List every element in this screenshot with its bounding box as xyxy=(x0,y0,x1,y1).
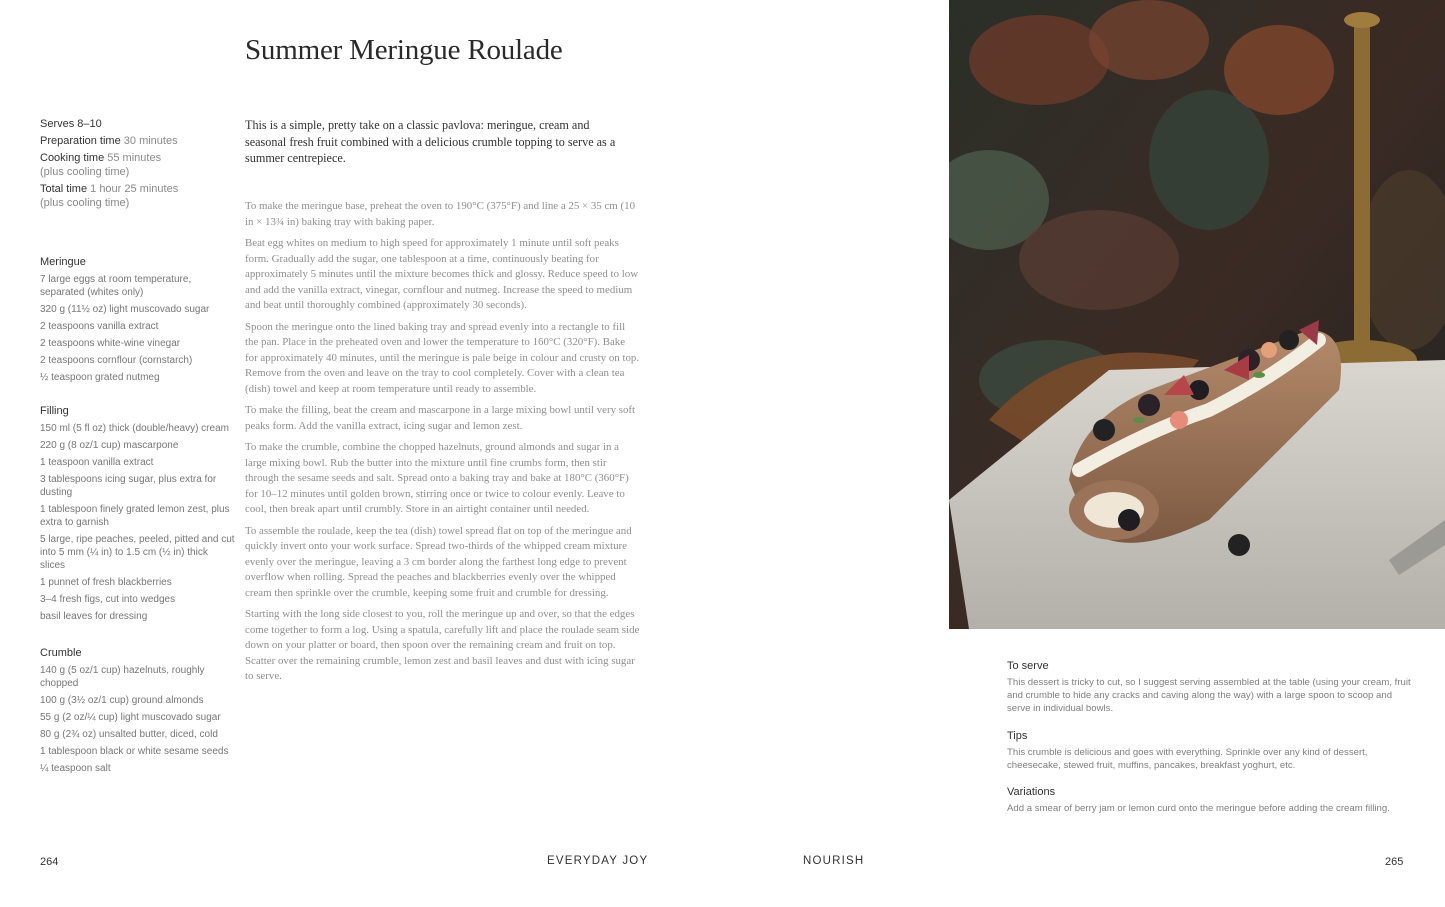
cooking-time: Cooking time 55 minutes (plus cooling time) xyxy=(40,152,162,178)
method-step: To make the filling, beat the cream and mascarpone in a large mixing bowl until very soft peaks form. Add the vanilla extract, icing sugar and lemon zest. xyxy=(245,404,636,432)
meringue-ingredients xyxy=(40,256,235,388)
ingredient: 2 teaspoons cornflour (cornstarch) xyxy=(40,355,193,366)
ingredient: basil leaves for dressing xyxy=(40,611,148,622)
page-number-right: 265 xyxy=(1385,856,1404,868)
crumble-ingredients xyxy=(40,647,235,779)
method-step: To make the meringue base, preheat the oven to 190°C (375°F) and line a 25 × 35 cm (10 in × 13¾ in) baking tray with baking paper. xyxy=(245,200,636,228)
method-step: To make the crumble, combine the chopped hazelnuts, ground almonds and sugar in a large mixing bowl. Rub the butter into the mixture until fine crumbs form, then stir through the sesame seeds and salt. Spread onto a baking tray and bake at 180°C (360°F) for 10–12 minutes until golden brown, stirring once or twice to colour evenly. Leave to cool, then break apart until crumbly. Store in an airtight container until needed. xyxy=(245,441,629,515)
ingredient: 2 teaspoons vanilla extract xyxy=(40,321,159,332)
method-step: Spoon the meringue onto the lined baking tray and spread evenly into a rectangle to fill the pan. Place in the preheated oven and lower the temperature to 160°C (320°F). Bake for approximately 40 minutes, until the meringue is pale beige in colour and crusty on top. Remove from the oven and leave on the tray to cool completely. Cover with a clean tea (dish) towel and keep at room temperature until ready to assemble. xyxy=(245,320,640,395)
ingredient: 3 tablespoons icing sugar, plus extra for dusting xyxy=(40,474,217,498)
ingredient: 2 teaspoons white-wine vinegar xyxy=(40,338,181,349)
ingredient: 150 ml (5 fl oz) thick (double/heavy) cream xyxy=(40,423,229,434)
method-step: Beat egg whites on medium to high speed for approximately 1 minute until soft peaks form. Gradually add the sugar, one tablespoon at a time, continuously beating for approximately 5 minutes until the mixture becomes thick and glossy. Reduce speed to low and add the vanilla extract, vinegar, cornflour and nutmeg. Increase the speed to medium and beat until thoroughly combined (approximately 30 seconds). xyxy=(245,237,639,311)
ingredient: 220 g (8 oz/1 cup) mascarpone xyxy=(40,440,179,451)
filling-heading: Filling xyxy=(40,405,69,417)
method-step: Starting with the long side closest to you, roll the meringue up and over, so that the edges come together to form a log. Using a spatula, carefully lift and place the roulade seam side down on your platter or board, then spoon over the remaining cream and fruit on top. Scatter over the remaining crumble, lemon zest and basil leaves and dust with icing sugar to serve. xyxy=(245,608,640,682)
serves: Serves 8–10 xyxy=(40,118,102,130)
prep-time: Preparation time 30 minutes xyxy=(40,135,178,147)
total-time: Total time 1 hour 25 minutes (plus cooling time) xyxy=(40,183,179,209)
tips-section xyxy=(1007,730,1417,772)
ingredient: 80 g (2¾ oz) unsalted butter, diced, cold xyxy=(40,729,218,740)
running-head-right: NOURISH xyxy=(803,855,865,867)
tips-text: This crumble is delicious and goes with everything. Sprinkle over any kind of dessert, cheesecake, stewed fruit, muffins, pancakes, breakfast yoghurt, etc. xyxy=(1007,747,1368,771)
ingredient: ¼ teaspoon salt xyxy=(40,763,111,774)
recipe-meta xyxy=(40,117,230,213)
variations-heading: Variations xyxy=(1007,786,1056,798)
ingredient: 5 large, ripe peaches, peeled, pitted and cut into 5 mm (¼ in) to 1.5 cm (½ in) thick slices xyxy=(40,534,235,571)
ingredient: 1 tablespoon finely grated lemon zest, plus extra to garnish xyxy=(40,504,230,528)
to-serve-text: This dessert is tricky to cut, so I suggest serving assembled at the table (using your cream, fruit and crumble to hide any cracks and caving along the way) with a large spoon to scoop and serve in individual bowls. xyxy=(1007,677,1411,714)
filling-ingredients xyxy=(40,405,235,627)
ingredient: 1 teaspoon vanilla extract xyxy=(40,457,154,468)
variations-section xyxy=(1007,786,1417,815)
crumble-heading: Crumble xyxy=(40,647,82,659)
to-serve-section xyxy=(1007,660,1417,715)
to-serve-heading: To serve xyxy=(1007,660,1049,672)
ingredient: 140 g (5 oz/1 cup) hazelnuts, roughly chopped xyxy=(40,665,205,689)
page-number-left: 264 xyxy=(40,856,59,868)
tips-heading: Tips xyxy=(1007,730,1028,742)
ingredient: ½ teaspoon grated nutmeg xyxy=(40,372,160,383)
recipe-intro: This is a simple, pretty take on a classic pavlova: meringue, cream and seasonal fresh fruit combined with a delicious crumble topping to serve as a summer centrepiece. xyxy=(245,118,616,165)
ingredient: 7 large eggs at room temperature, separated (whites only) xyxy=(40,274,192,298)
ingredient: 100 g (3½ oz/1 cup) ground almonds xyxy=(40,695,204,706)
method xyxy=(245,199,640,691)
recipe-title: Summer Meringue Roulade xyxy=(245,34,563,66)
meringue-heading: Meringue xyxy=(40,256,86,268)
method-step: To assemble the roulade, keep the tea (dish) towel spread flat on top of the meringue and quickly invert onto your work surface. Spread two-thirds of the whipped cream mixture evenly over the meringue, leaving a 3 cm border along the farthest long edge to prevent overflow when rolling. Spread the peaches and blackberries evenly over the whipped cream then sprinkle over the crumble, keeping some fruit and crumble for dressing. xyxy=(245,524,632,599)
ingredient: 3–4 fresh figs, cut into wedges xyxy=(40,594,176,605)
ingredient: 55 g (2 oz/¼ cup) light muscovado sugar xyxy=(40,712,221,723)
variations-text: Add a smear of berry jam or lemon curd onto the meringue before adding the cream filling. xyxy=(1007,803,1390,814)
ingredient: 1 tablespoon black or white sesame seeds xyxy=(40,746,229,757)
roulade-illustration xyxy=(949,0,1445,629)
ingredient: 1 punnet of fresh blackberries xyxy=(40,577,172,588)
running-head-left: EVERYDAY JOY xyxy=(547,855,649,867)
roulade-photo xyxy=(949,0,1445,629)
ingredient: 320 g (11½ oz) light muscovado sugar xyxy=(40,304,210,315)
